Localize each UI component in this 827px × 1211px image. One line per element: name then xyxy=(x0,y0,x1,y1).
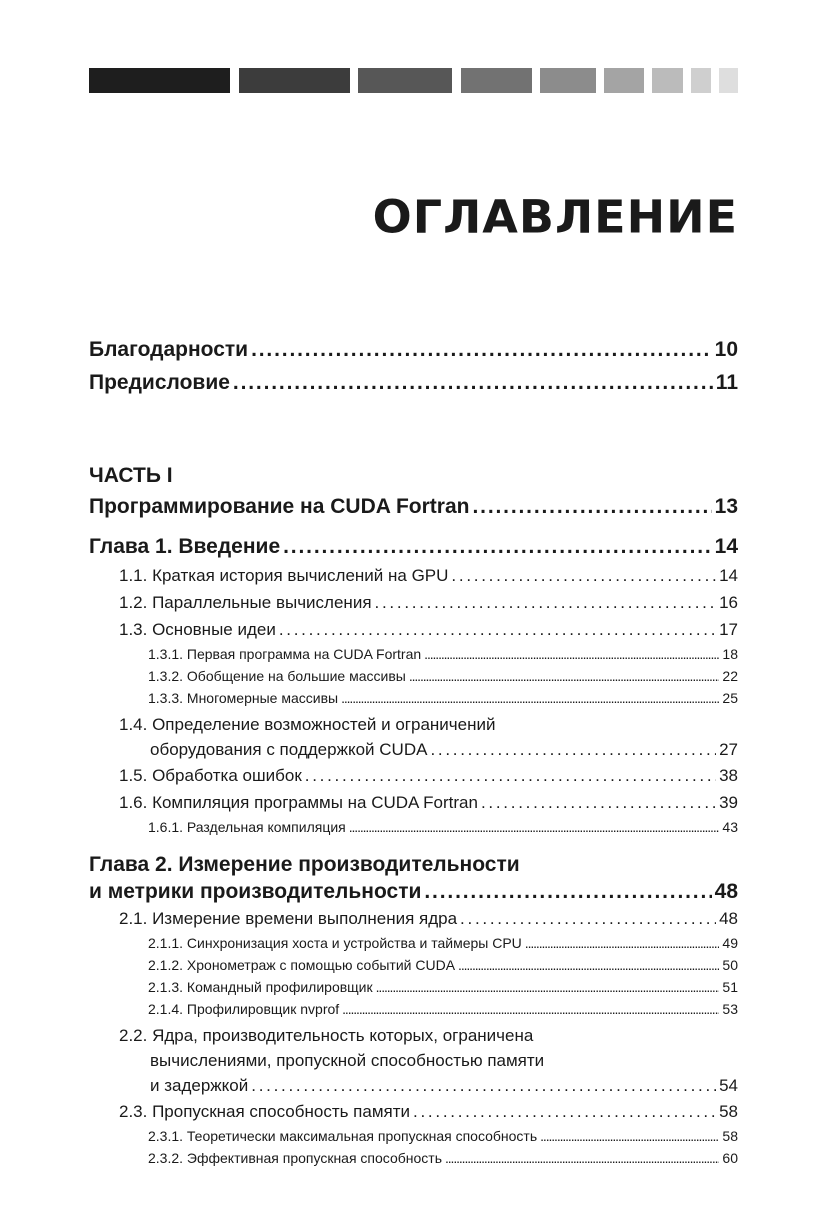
toc-entry-label: Глава 2. Измерение производительности xyxy=(89,853,520,876)
toc-entry-label: 1.6.1. Раздельная компиляция xyxy=(148,819,346,835)
toc-entry-label: 1.3. Основные идеи xyxy=(119,620,276,639)
toc-entry-page: 14 xyxy=(719,566,738,585)
toc-entry-section-1-4-line2[interactable] xyxy=(89,737,738,762)
toc-entry-chapter-2-line2[interactable] xyxy=(89,878,738,905)
part-number: ЧАСТЬ I xyxy=(89,464,173,487)
toc-entry-acknowledgements[interactable] xyxy=(89,333,738,366)
leader-dots xyxy=(341,687,719,709)
leader-dots xyxy=(430,737,716,762)
toc-entry-page: 60 xyxy=(722,1150,738,1166)
header-bar xyxy=(358,68,452,93)
toc-entry-label: Программирование на CUDA Fortran xyxy=(89,495,470,518)
toc-entry-subsection[interactable] xyxy=(89,932,738,954)
toc-entry-page: 16 xyxy=(719,593,738,612)
header-bar xyxy=(719,68,738,93)
toc-entry-section[interactable] xyxy=(89,762,738,789)
toc-entry-section-1-4-line1[interactable] xyxy=(89,712,738,737)
toc-entry-label: 1.4. Определение возможностей и ограничений xyxy=(119,715,496,734)
toc-entry-page: 58 xyxy=(719,1102,738,1121)
toc-entry-subsection[interactable] xyxy=(89,665,738,687)
leader-dots xyxy=(458,954,719,976)
toc-entry-label: 2.1.3. Командный профилировщик xyxy=(148,979,373,995)
leader-dots xyxy=(460,905,716,932)
toc-entry-label: 1.1. Краткая история вычислений на GPU xyxy=(119,566,449,585)
toc-entry-label: 2.3.1. Теоретически максимальная пропускная способность xyxy=(148,1128,538,1144)
toc-entry-label: и метрики производительности xyxy=(89,880,422,903)
toc-entry-section[interactable] xyxy=(89,562,738,589)
leader-dots xyxy=(375,589,717,616)
toc-entry-subsection[interactable] xyxy=(89,687,738,709)
toc-entry-label: Глава 1. Введение xyxy=(89,535,281,558)
header-bar xyxy=(691,68,711,93)
leader-dots xyxy=(305,762,716,789)
leader-dots xyxy=(413,1098,716,1125)
toc-entry-label: 1.3.1. Первая программа на CUDA Fortran xyxy=(148,646,422,662)
toc-entry-section-2-2-line2[interactable] xyxy=(89,1048,738,1073)
toc-entry-label: 1.5. Обработка ошибок xyxy=(119,766,302,785)
toc-entry-page: 25 xyxy=(722,690,738,706)
header-bar xyxy=(89,68,230,93)
toc-entry-subsection[interactable] xyxy=(89,954,738,976)
toc-entry-label: Благодарности xyxy=(89,338,249,361)
leader-dots xyxy=(376,976,720,998)
leader-dots xyxy=(451,562,716,589)
toc-entry-section[interactable] xyxy=(89,616,738,643)
leader-dots xyxy=(525,932,720,954)
toc-entry-label: и задержкой xyxy=(150,1076,249,1095)
leader-dots xyxy=(424,878,711,905)
leader-dots xyxy=(409,665,720,687)
toc-entry-label: 1.6. Компиляция программы на CUDA Fortran xyxy=(119,793,478,812)
toc-entry-label: 2.1.2. Хронометраж с помощью событий CUDA xyxy=(148,957,456,973)
part-heading xyxy=(89,461,738,491)
header-bar xyxy=(239,68,350,93)
toc-entry-page: 58 xyxy=(722,1128,738,1144)
toc-entry-label: 2.1.1. Синхронизация хоста и устройства и таймеры CPU xyxy=(148,935,522,951)
leader-dots xyxy=(481,789,716,816)
toc-entry-page: 51 xyxy=(722,979,738,995)
toc-entry-page: 43 xyxy=(722,819,738,835)
leader-dots xyxy=(445,1147,719,1169)
toc-entry-label: 2.1. Измерение времени выполнения ядра xyxy=(119,909,458,928)
toc-entry-section-2-2-line3[interactable] xyxy=(89,1073,738,1098)
toc-entry-part-1[interactable] xyxy=(89,491,738,522)
toc-entry-section[interactable] xyxy=(89,1098,738,1125)
leader-dots xyxy=(342,998,719,1020)
toc-entry-page: 50 xyxy=(722,957,738,973)
toc-entry-section[interactable] xyxy=(89,589,738,616)
toc-entry-label: 2.3.2. Эффективная пропускная способность xyxy=(148,1150,442,1166)
toc-entry-label: Предисловие xyxy=(89,371,230,394)
header-decoration xyxy=(89,68,738,93)
header-bar xyxy=(540,68,596,93)
table-of-contents xyxy=(89,333,738,1169)
leader-dots xyxy=(472,491,711,522)
toc-entry-label: 2.2. Ядра, производительность которых, ограничена xyxy=(119,1026,534,1045)
toc-entry-subsection[interactable] xyxy=(89,1147,738,1169)
toc-entry-page: 49 xyxy=(722,935,738,951)
toc-entry-subsection[interactable] xyxy=(89,816,738,838)
toc-entry-label: 2.1.4. Профилировщик nvprof xyxy=(148,1001,340,1017)
header-bar xyxy=(461,68,532,93)
leader-dots xyxy=(233,366,713,399)
toc-entry-chapter-1[interactable] xyxy=(89,532,738,562)
leader-dots xyxy=(540,1125,719,1147)
toc-entry-page: 38 xyxy=(719,766,738,785)
toc-entry-page: 48 xyxy=(719,909,738,928)
toc-entry-page: 17 xyxy=(719,620,738,639)
toc-entry-subsection[interactable] xyxy=(89,998,738,1020)
toc-entry-section[interactable] xyxy=(89,789,738,816)
header-bar xyxy=(652,68,683,93)
toc-entry-page: 18 xyxy=(722,646,738,662)
toc-entry-label: 1.3.2. Обобщение на большие массивы xyxy=(148,668,406,684)
toc-entry-page: 27 xyxy=(719,740,738,759)
leader-dots xyxy=(251,1073,716,1098)
toc-entry-page: 48 xyxy=(714,880,738,903)
toc-entry-page: 54 xyxy=(719,1076,738,1095)
toc-entry-page: 11 xyxy=(715,371,738,394)
toc-entry-label: 1.2. Параллельные вычисления xyxy=(119,593,372,612)
toc-entry-page: 10 xyxy=(714,338,738,361)
toc-entry-subsection[interactable] xyxy=(89,976,738,998)
toc-entry-label: 2.3. Пропускная способность памяти xyxy=(119,1102,411,1121)
leader-dots xyxy=(279,616,716,643)
toc-entry-subsection[interactable] xyxy=(89,1125,738,1147)
leader-dots xyxy=(349,816,720,838)
toc-entry-preface[interactable] xyxy=(89,366,738,399)
toc-entry-page: 53 xyxy=(722,1001,738,1017)
leader-dots xyxy=(283,532,712,562)
toc-entry-label: 1.3.3. Многомерные массивы xyxy=(148,690,339,706)
toc-entry-page: 13 xyxy=(714,495,738,518)
page-title: ОГЛАВЛЕНИЕ xyxy=(372,190,738,244)
toc-entry-label: оборудования с поддержкой CUDA xyxy=(150,740,428,759)
toc-entry-page: 22 xyxy=(722,668,738,684)
toc-entry-chapter-2-line1[interactable] xyxy=(89,851,738,878)
leader-dots xyxy=(251,333,712,366)
toc-entry-label: вычислениями, пропускной способностью памяти xyxy=(150,1051,545,1070)
toc-entry-page: 14 xyxy=(714,535,738,558)
leader-dots xyxy=(424,643,719,665)
toc-entry-section-2-2-line1[interactable] xyxy=(89,1023,738,1048)
header-bar xyxy=(604,68,644,93)
toc-entry-section[interactable] xyxy=(89,905,738,932)
toc-entry-page: 39 xyxy=(719,793,738,812)
toc-entry-subsection[interactable] xyxy=(89,643,738,665)
